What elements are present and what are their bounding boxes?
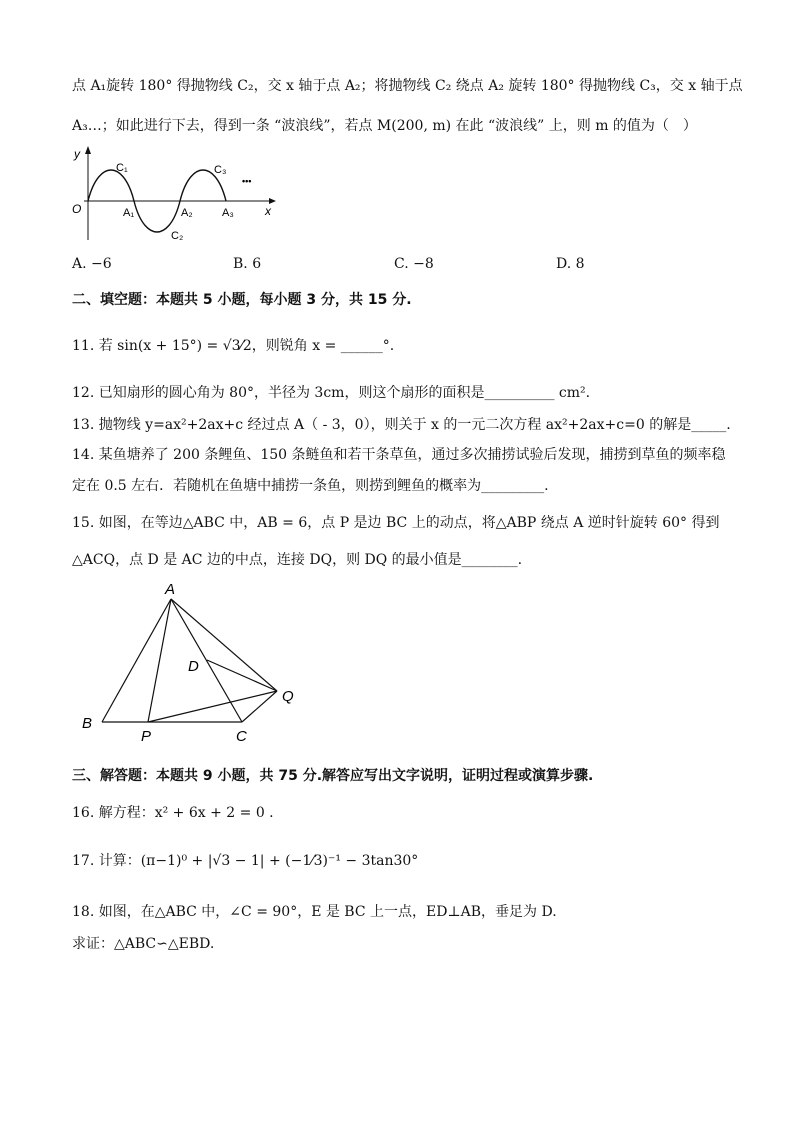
q13-text: 13. 抛物线 y=ax²+2ax+c 经过点 A（ - 3，0），则关于 x 的一元二次方程 ax²+2ax+c=0 的解是_____.	[72, 417, 731, 433]
q18-line2: 求证：△ABC∽△EBD.	[72, 936, 215, 952]
q10-option-b[interactable]: B. 6	[233, 256, 262, 272]
q18-line1: 18. 如图，在△ABC 中，∠C = 90°，E 是 BC 上一点，ED⊥AB，垂足为 D.	[72, 904, 557, 920]
wave-c2-label: C₂	[171, 230, 184, 242]
q14-line1: 14. 某鱼塘养了 200 条鲤鱼、150 条鲢鱼和若干条草鱼，通过多次捕捞试验后发现，捕捞到草鱼的频率稳	[72, 447, 726, 463]
segment-ac	[171, 599, 242, 722]
wave-origin-label: O	[72, 202, 82, 216]
wave-y-label: y	[74, 147, 80, 161]
q10-option-d[interactable]: D. 8	[556, 256, 585, 272]
point-q-label: Q	[282, 688, 294, 705]
wave-graph	[64, 142, 284, 247]
q16-text: 16. 解方程：x² + 6x + 2 = 0 .	[72, 805, 274, 821]
q12-text: 12. 已知扇形的圆心角为 80°，半径为 3cm，则这个扇形的面积是__________ cm².	[72, 385, 591, 401]
q10-line2: A₃…；如此进行下去，得到一条 “波浪线”，若点 M(200, m) 在此 “波浪线” 上，则 m 的值为（ ）	[72, 118, 697, 134]
wave-y-arrow	[85, 146, 91, 154]
segment-dq	[207, 660, 277, 691]
wave-x-label: x	[265, 204, 271, 218]
vertex-b-label: B	[82, 715, 93, 732]
segment-ab	[102, 599, 171, 722]
vertex-c-label: C	[236, 728, 247, 745]
point-p-label: P	[141, 728, 152, 745]
wave-a1-label: A₁	[123, 207, 135, 219]
vertex-a-label: A	[165, 581, 176, 598]
q10-option-a[interactable]: A. −6	[72, 256, 112, 272]
triangle-figure	[70, 578, 320, 748]
q11-text: 11. 若 sin(x + 15°) = √3⁄2，则锐角 x = ______°.	[72, 338, 395, 354]
wave-c3-label: C₃	[214, 164, 227, 176]
q10-option-c[interactable]: C. −8	[394, 256, 434, 272]
segment-aq	[171, 599, 277, 691]
point-d-label: D	[188, 658, 199, 675]
wave-c1-label: C₁	[116, 162, 128, 174]
wave-ellipsis: •••	[242, 176, 252, 186]
q15-line2: △ACQ，点 D 是 AC 边的中点，连接 DQ，则 DQ 的最小值是________.	[72, 552, 523, 568]
wave-a3-label: A₃	[222, 207, 234, 219]
segment-ap	[148, 599, 171, 722]
q14-line2: 定在 0.5 左右．若随机在鱼塘中捕捞一条鱼，则捞到鲤鱼的概率为_________.	[72, 478, 549, 494]
section3-title: 三、解答题：本题共 9 小题，共 75 分.解答应写出文字说明，证明过程或演算步骤.	[72, 768, 594, 784]
wave-a2-label: A₂	[181, 207, 193, 219]
q10-line1: 点 A₁旋转 180° 得抛物线 C₂，交 x 轴于点 A₂；将抛物线 C₂ 绕点 A₂ 旋转 180° 得抛物线 C₃，交 x 轴于点	[72, 78, 743, 94]
segment-pq	[148, 691, 277, 722]
q17-text: 17. 计算：(π−1)⁰ + |√3 − 1| + (−1⁄3)⁻¹ − 3tan30°	[72, 853, 419, 869]
section2-title: 二、填空题：本题共 5 小题，每小题 3 分，共 15 分.	[72, 292, 412, 308]
q15-line1: 15. 如图，在等边△ABC 中，AB = 6，点 P 是边 BC 上的动点，将△ABP 绕点 A 逆时针旋转 60° 得到	[72, 515, 720, 531]
